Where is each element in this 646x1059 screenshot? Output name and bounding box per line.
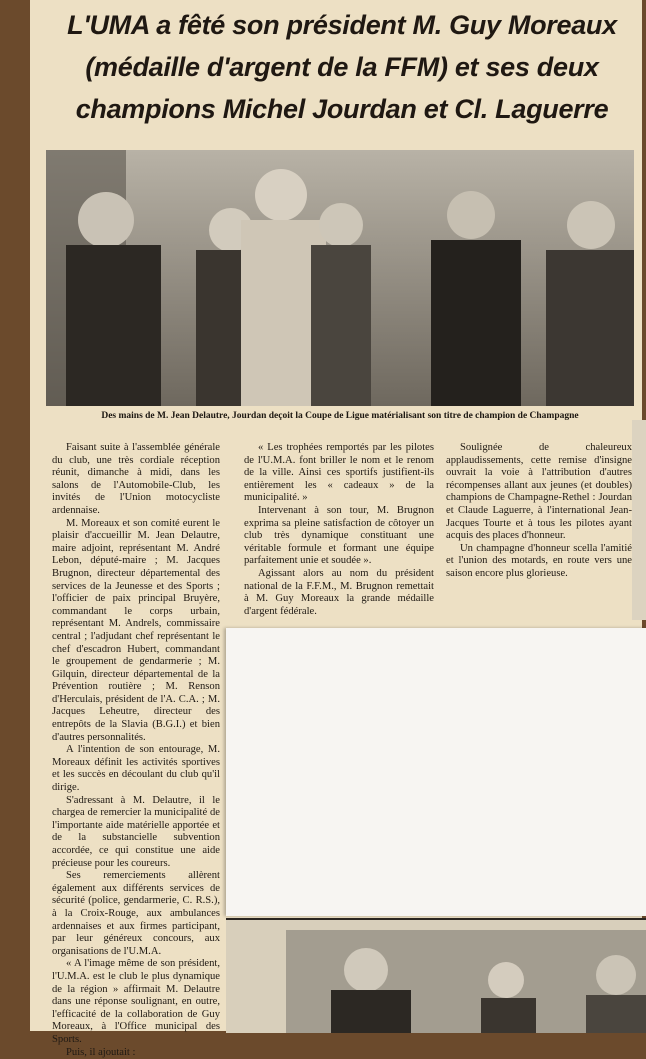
paragraph: Intervenant à son tour, M. Brugnon exprima sa pleine satisfaction de côtoyer un club très dynamique constituant une véritable formule et formant une équipe parfaitement unie et soudée ». bbox=[244, 505, 434, 568]
second-clipping bbox=[226, 918, 646, 1033]
paragraph: Faisant suite à l'assemblée générale du club, une très cordiale réception réunit, dimanche à midi, dans les salons de l'Automobile-Club, les invités de l'Union motocycliste ardennaise. bbox=[52, 442, 220, 518]
article-column-1 bbox=[52, 442, 220, 1059]
paragraph: Puis, il ajoutait : bbox=[52, 1047, 220, 1059]
paragraph: M. Moreaux et son comité eurent le plaisir d'accueillir M. Jean Delautre, maire adjoint, représentant M. André Lebon, député-maire ; M. Jacques Brugnon, directeur départemental des services de la Jeunesse et des Sports ; l'officier de paix principal Bruyère, commandant le corps urbain, représentant M. Andrels, commissaire central ; l'adjudant chef représentant le chef d'escadron Hubert, commandant le groupement de gendarmerie ; M. Gilquin, directeur départemental de la Prévention routière ; M. Renson d'Herculais, président de l'A. C.A. ; M. Jacques Leheutre, directeur des entrepôts de la Slavia (B.G.I.) et bien d'autres personnalités. bbox=[52, 518, 220, 745]
paragraph: S'adressant à M. Delautre, il le chargea de remercier la municipalité de l'importante aide matérielle apportée et de la substancielle subvention accordée, ce qui constitue une aide précieuse pour les coureurs. bbox=[52, 795, 220, 871]
blank-paper-overlay bbox=[226, 628, 646, 916]
paragraph: Ses remerciements allèrent également aux différents services de sécurité (police, gendarmerie, C. R.S.), à la Croix-Rouge, aux ambulances ardennaises et aux firmes participant, par leur généreux concours, aux organisations de l'U.M.A. bbox=[52, 870, 220, 958]
photo-caption: Des mains de M. Jean Delautre, Jourdan deçoit la Coupe de Ligue matérialisant son titre de champion de Champagne bbox=[50, 410, 630, 423]
paragraph: Agissant alors au nom du président national de la F.F.M., M. Brugnon remettait à M. Guy Moreaux la grande médaille d'argent fédérale. bbox=[244, 568, 434, 618]
article-column-2 bbox=[244, 442, 434, 618]
paragraph: « Les trophées remportés par les pilotes de l'U.M.A. font briller le nom et le renom de la ville. Ainsi ces sportifs justifient-ils entièrement les « cadeaux » de la municipalité. » bbox=[244, 442, 434, 505]
second-photo bbox=[286, 930, 646, 1033]
paragraph: Soulignée de chaleureux applaudissements, cette remise d'insigne ouvrait la voie à l'attribution d'autres récompenses allant aux jeunes (et doubles) champions de Champagne-Rethel : Jourdan et Claude Laguerre, à l'international Jean-Jacques Tourte et à tous les pilotes ayant acquis des places d'honneur. bbox=[446, 442, 632, 543]
article-column-3 bbox=[446, 442, 632, 581]
article-photo bbox=[46, 150, 634, 406]
paragraph: A l'intention de son entourage, M. Moreaux définit les activités sportives et les succès en découlant du club qu'il dirige. bbox=[52, 744, 220, 794]
clipping-edge bbox=[632, 420, 646, 620]
paragraph: Un champagne d'honneur scella l'amitié et l'union des motards, en route vers une saison encore plus glorieuse. bbox=[446, 543, 632, 581]
article-headline: L'UMA a fêté son président M. Guy Moreaux (médaille d'argent de la FFM) et ses deux champions Michel Jourdan et Cl. Laguerre bbox=[42, 4, 642, 144]
paragraph: « A l'image même de son président, l'U.M.A. est le club le plus dynamique de la région » affirmait M. Delautre dans une réponse soulignant, en outre, l'efficacité de la collaboration de Guy Moreaux, à l'Office municipal des Sports. bbox=[52, 958, 220, 1046]
